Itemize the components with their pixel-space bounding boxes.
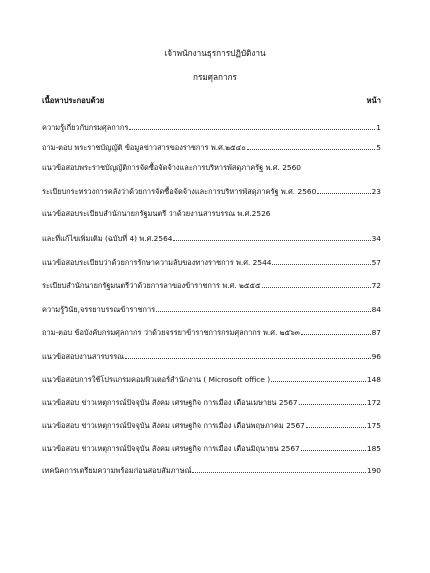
- dot-leader: [301, 326, 371, 335]
- toc-entry: [42, 141, 381, 153]
- toc-entry-title: แนวข้อสอบพระราชบัญญัติการจัดซื้อจัดจ้างและการบริหารพัสดุภาครัฐ พ.ศ. 2560: [42, 163, 302, 172]
- toc-entry-row: [42, 232, 381, 245]
- toc-entry-page: 34: [371, 234, 381, 243]
- toc-entry-title: ถาม-ตอบ พระราชบัญญัติ ข้อมูลข่าวสารของราชการ พ.ศ.๒๕๔๐: [42, 143, 246, 152]
- toc-entry: [42, 396, 381, 408]
- document-title: เจ้าพนักงานธุรการปฏิบัติงาน: [164, 48, 266, 58]
- toc-entry-page: 72: [371, 281, 381, 290]
- toc-entry-page: 5: [376, 143, 381, 152]
- toc-entry-page: 96: [371, 352, 381, 361]
- toc-entry: [42, 464, 381, 476]
- toc-entry-title: แนวข้อสอบงานสารบรรณ: [42, 352, 125, 361]
- toc-entry-row: [42, 442, 381, 455]
- toc-entry: [42, 326, 381, 338]
- toc-entry-row: [42, 419, 381, 432]
- toc-entry-page: 185: [366, 444, 381, 453]
- dot-leader: [192, 464, 365, 473]
- toc-entry: [42, 279, 381, 291]
- toc-entry: [42, 350, 381, 362]
- toc-entry-page: 57: [371, 258, 381, 267]
- toc-entry-page: 148: [366, 375, 381, 384]
- toc-entry-page: 172: [366, 398, 381, 407]
- toc-entry-row: [42, 185, 381, 198]
- toc-entry-title: ระเบียบกระทรวงการคลังว่าด้วยการจัดซื้อจัดจ้างและการบริหารพัสดุภาครัฐ พ.ศ. 2560: [42, 187, 317, 196]
- toc-entry: [42, 256, 381, 268]
- toc-entry: [42, 303, 381, 315]
- dot-leader: [247, 141, 376, 150]
- toc-entry-page: 190: [366, 466, 381, 475]
- contents-label: เนื้อหาประกอบด้วย: [42, 96, 105, 105]
- toc-entry-page: 1: [376, 123, 381, 132]
- toc-entry-title: แนวข้อสอบการใช้โปรแกรมคอมพิวเตอร์สำนักงาน ( Microsoft office ): [42, 375, 271, 384]
- dot-leader: [271, 373, 366, 382]
- toc-entry-title: แนวข้อสอบระเบียบว่าด้วยการรักษาความลับของทางราชการ พ.ศ. 2544: [42, 258, 272, 267]
- document-subtitle: กรมศุลกากร: [193, 72, 237, 82]
- toc-entry-title: ความรู้วินัย,จรรยาบรรณข้าราชการ: [42, 305, 156, 314]
- toc-entry: [42, 232, 381, 244]
- toc-entry-row: [42, 121, 381, 134]
- toc-entry: [42, 121, 381, 133]
- toc-entry: [42, 442, 381, 454]
- toc-entry-row: [42, 256, 381, 269]
- toc-entry: [42, 208, 381, 220]
- page-column-label: หน้า: [366, 96, 381, 105]
- toc-entry: [42, 185, 381, 197]
- toc-entry-title: ความรู้เกี่ยวกับกรมศุลกากร: [42, 123, 129, 132]
- dot-leader: [262, 279, 371, 288]
- toc-entry-row: [42, 279, 381, 292]
- toc-entry: [42, 162, 381, 174]
- toc-entry-title: แนวข้อสอบระเบียบสำนักนายกรัฐมนตรี ว่าด้วยงานสารบรรณ พ.ศ.2526: [42, 209, 271, 218]
- toc-entry-row: [42, 350, 381, 363]
- toc-entry-page: 84: [371, 305, 381, 314]
- toc-entry-title: ระเบียบสำนักนายกรัฐมนตรีว่าด้วยการลาของข้าราชการ พ.ศ. ๒๕๕๕: [42, 281, 261, 290]
- toc-entry-page: 87: [371, 328, 381, 337]
- toc-entry-page: 175: [366, 421, 381, 430]
- toc-entry-title: แนวข้อสอบ ข่าวเหตุการณ์ปัจจุบัน สังคม เศรษฐกิจ การเมือง เดือนเมษายน 2567: [42, 398, 298, 407]
- toc-entry-title: แนวข้อสอบ ข่าวเหตุการณ์ปัจจุบัน สังคม เศรษฐกิจ การเมือง เดือนพฤษภาคม 2567: [42, 421, 305, 430]
- toc-entry-title: และที่แก้ไขเพิ่มเติม (ฉบับที่ 4) พ.ศ.2564: [42, 234, 173, 243]
- toc-entry-row: [42, 303, 381, 316]
- toc-entry-row: [42, 326, 381, 339]
- dot-leader: [301, 442, 366, 451]
- dot-leader: [299, 396, 366, 405]
- dot-leader: [272, 256, 370, 265]
- toc-entry-title: เทคนิคการเตรียมความพร้อมก่อนสอบสัมภาษณ์: [42, 466, 192, 475]
- toc-entry: [42, 373, 381, 385]
- toc-header: [42, 95, 381, 107]
- toc-entry-title: ถาม-ตอบ ข้อบังคับกรมศุลกากร ว่าด้วยจรรยาข้าราชการกรมศุลกากร พ.ศ. ๒๕๖๓: [42, 328, 300, 337]
- dot-leader: [156, 303, 370, 312]
- dot-leader: [125, 350, 371, 359]
- toc-entry-row: [42, 464, 381, 477]
- toc-entry-row: [42, 141, 381, 154]
- dot-leader: [306, 419, 366, 428]
- dot-leader: [129, 121, 375, 130]
- toc-entry-row: [42, 373, 381, 386]
- dot-leader: [173, 232, 370, 241]
- toc-entry-page: 23: [371, 187, 381, 196]
- toc-entry-title: แนวข้อสอบ ข่าวเหตุการณ์ปัจจุบัน สังคม เศรษฐกิจ การเมือง เดือนมิถุนายน 2567: [42, 444, 300, 453]
- dot-leader: [317, 185, 370, 194]
- toc-entry: [42, 419, 381, 431]
- toc-entry-row: [42, 396, 381, 409]
